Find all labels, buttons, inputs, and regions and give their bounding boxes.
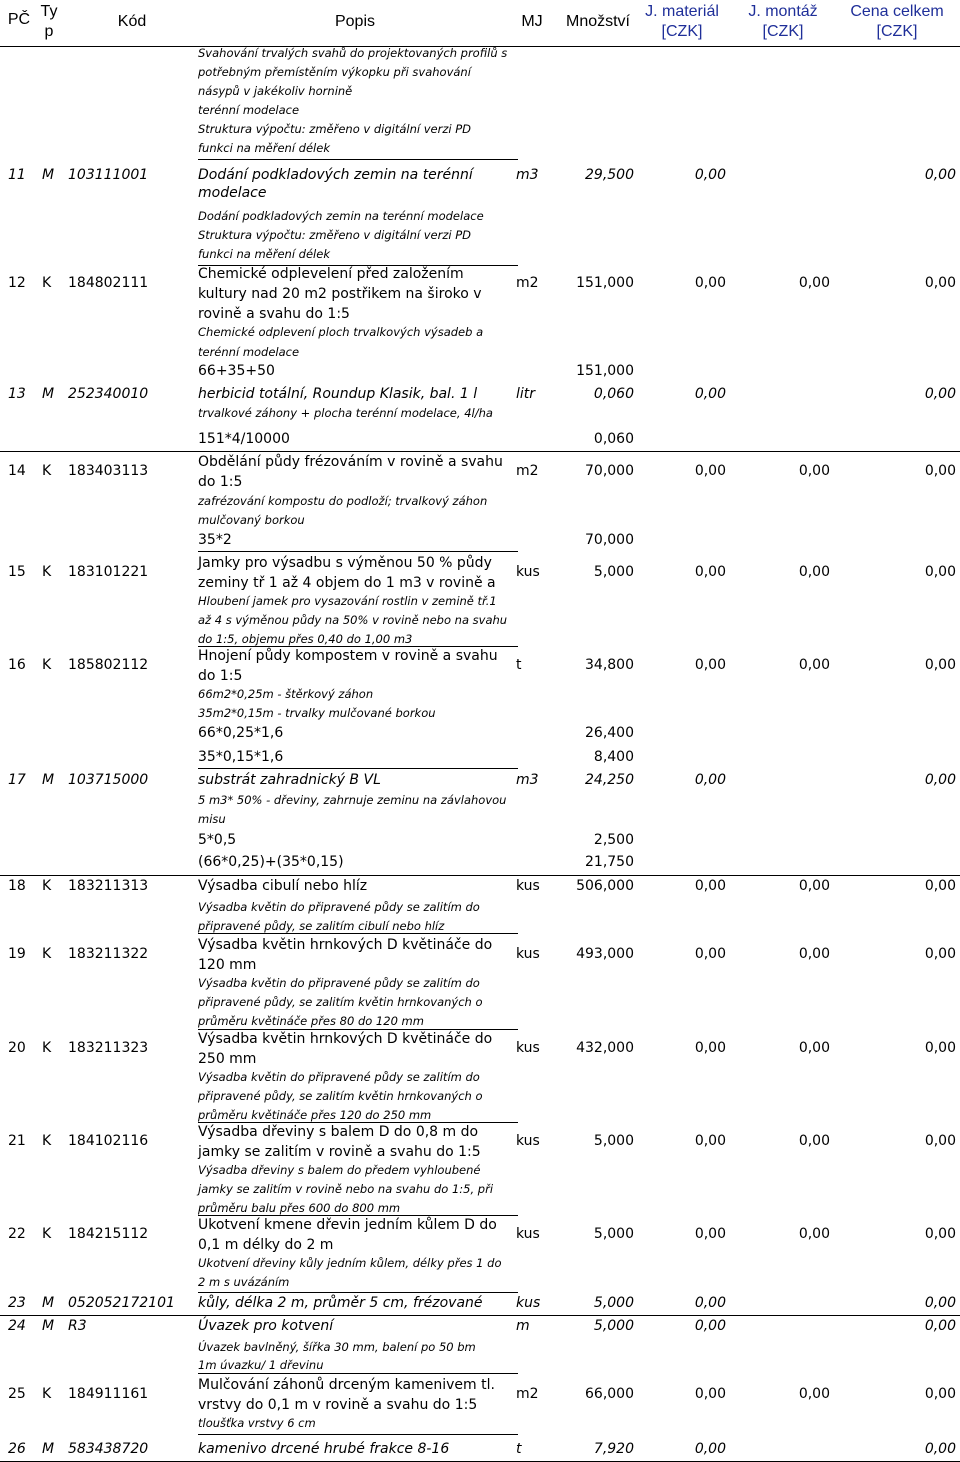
row-j-montaz: 0,00 bbox=[798, 1133, 830, 1149]
row-pc: 14 bbox=[8, 463, 26, 479]
row-mj: t bbox=[516, 657, 522, 673]
row-cena-celkem: 0,00 bbox=[924, 275, 956, 291]
row-note: terénní modelace bbox=[198, 345, 300, 359]
row-cena-celkem: 0,00 bbox=[924, 386, 956, 402]
row-typ: K bbox=[42, 657, 52, 673]
row-mnozstvi: 29,500 bbox=[585, 167, 634, 183]
row-separator bbox=[0, 1315, 960, 1316]
row-pc: 15 bbox=[8, 564, 26, 580]
header-mj: MJ bbox=[521, 13, 543, 30]
row-note: připravené půdy, se zalitím květin hrnkovaných o bbox=[198, 1089, 483, 1103]
calc-expression: 151*4/10000 bbox=[198, 431, 290, 447]
row-note: Výsadba květin do připravené půdy se zalitím do bbox=[198, 900, 480, 914]
row-cena-celkem: 0,00 bbox=[924, 1441, 956, 1457]
row-note: Struktura výpočtu: změřeno v digitální verzi PD bbox=[198, 228, 472, 242]
row-pc: 19 bbox=[8, 946, 26, 962]
calc-expression: 35*2 bbox=[198, 532, 232, 548]
calc-value: 21,750 bbox=[585, 854, 634, 870]
row-popis: Úvazek pro kotvení bbox=[198, 1318, 334, 1334]
row-mj: kus bbox=[516, 1226, 540, 1242]
row-note: 66m2*0,25m - štěrkový záhon bbox=[198, 687, 374, 701]
note-line: potřebným přemístěním výkopku při svahování bbox=[198, 65, 471, 79]
row-cena-celkem: 0,00 bbox=[924, 772, 956, 788]
calc-expression: (66*0,25)+(35*0,15) bbox=[198, 854, 344, 870]
row-note: do 1:5, objemu přes 0,40 do 1,00 m3 bbox=[198, 632, 413, 646]
row-j-montaz: 0,00 bbox=[798, 1226, 830, 1242]
header-typ: Ty p bbox=[40, 3, 58, 40]
row-popis: Dodání podkladových zemin na terénní modelace bbox=[198, 167, 473, 201]
row-note: průměru květináče přes 80 do 120 mm bbox=[198, 1014, 424, 1028]
row-note: Úvazek bavlněný, šířka 30 mm, balení po 50 bm bbox=[198, 1340, 476, 1354]
note-line: Struktura výpočtu: změřeno v digitální verzi PD bbox=[198, 122, 472, 136]
row-mj: m3 bbox=[516, 167, 539, 183]
row-mnozstvi: 0,060 bbox=[593, 386, 634, 402]
row-j-material: 0,00 bbox=[694, 275, 726, 291]
header-j-montaz: J. montáž [CZK] bbox=[748, 3, 818, 40]
row-j-montaz: 0,00 bbox=[798, 657, 830, 673]
note-line: násypů v jakékoliv hornině bbox=[198, 84, 353, 98]
row-j-montaz: 0,00 bbox=[798, 564, 830, 580]
row-cena-celkem: 0,00 bbox=[924, 1040, 956, 1056]
row-pc: 24 bbox=[8, 1318, 26, 1334]
row-note: Výsadba květin do připravené půdy se zalitím do bbox=[198, 1070, 480, 1084]
row-mnozstvi: 66,000 bbox=[585, 1386, 634, 1402]
row-popis: herbicid totální, Roundup Klasik, bal. 1 l bbox=[198, 386, 478, 402]
row-cena-celkem: 0,00 bbox=[924, 463, 956, 479]
row-popis: Obdělání půdy frézováním v rovině a svahu do 1:5 bbox=[198, 454, 503, 490]
row-kod: 252340010 bbox=[68, 386, 149, 402]
row-note: až 4 s výměnou půdy na 50% v rovině nebo na svahu bbox=[198, 613, 508, 627]
row-j-material: 0,00 bbox=[694, 1226, 726, 1242]
row-typ: K bbox=[42, 463, 52, 479]
row-mj: m bbox=[516, 1318, 530, 1334]
row-j-montaz: 0,00 bbox=[798, 1386, 830, 1402]
row-mj: kus bbox=[516, 878, 540, 894]
row-j-material: 0,00 bbox=[694, 1386, 726, 1402]
row-cena-celkem: 0,00 bbox=[924, 657, 956, 673]
row-popis: Výsadba květin hrnkových D květináče do 120 mm bbox=[198, 937, 493, 973]
note-line: funkci na měření délek bbox=[198, 141, 330, 155]
row-pc: 21 bbox=[8, 1133, 26, 1149]
row-j-material: 0,00 bbox=[694, 1040, 726, 1056]
row-j-material: 0,00 bbox=[694, 1295, 726, 1311]
row-cena-celkem: 0,00 bbox=[924, 1226, 956, 1242]
row-pc: 16 bbox=[8, 657, 26, 673]
row-popis: substrát zahradnický B VL bbox=[198, 772, 381, 788]
calc-expression: 66*0,25*1,6 bbox=[198, 725, 284, 741]
row-note: Výsadba květin do připravené půdy se zalitím do bbox=[198, 976, 480, 990]
row-mj: kus bbox=[516, 564, 540, 580]
row-popis: Výsadba květin hrnkových D květináče do 250 mm bbox=[198, 1031, 493, 1067]
row-note: funkci na měření délek bbox=[198, 247, 330, 261]
row-popis: Výsadba cibulí nebo hlíz bbox=[198, 878, 368, 894]
row-kod: 183101221 bbox=[68, 564, 149, 580]
row-pc: 23 bbox=[8, 1295, 26, 1311]
row-typ: K bbox=[42, 878, 52, 894]
row-typ: K bbox=[42, 1133, 52, 1149]
header-mnozstvi: Množství bbox=[565, 13, 630, 30]
row-mj: m2 bbox=[516, 463, 539, 479]
row-cena-celkem: 0,00 bbox=[924, 878, 956, 894]
note-line: Svahování trvalých svahů do projektovaných profilů s bbox=[198, 46, 508, 60]
row-separator bbox=[198, 1434, 518, 1435]
row-mj: m3 bbox=[516, 772, 539, 788]
row-cena-celkem: 0,00 bbox=[924, 946, 956, 962]
row-j-material: 0,00 bbox=[694, 564, 726, 580]
row-j-material: 0,00 bbox=[694, 657, 726, 673]
row-j-material: 0,00 bbox=[694, 1318, 726, 1334]
row-j-montaz: 0,00 bbox=[798, 946, 830, 962]
row-mnozstvi: 7,920 bbox=[593, 1441, 634, 1457]
row-typ: M bbox=[42, 1295, 55, 1311]
row-mnozstvi: 151,000 bbox=[576, 275, 634, 291]
row-j-montaz: 0,00 bbox=[798, 275, 830, 291]
row-note: připravené půdy, se zalitím cibulí nebo hlíz bbox=[198, 919, 445, 933]
row-kod: 183211322 bbox=[68, 946, 149, 962]
row-kod: 103111001 bbox=[68, 167, 149, 183]
row-cena-celkem: 0,00 bbox=[924, 1318, 956, 1334]
row-pc: 11 bbox=[8, 167, 26, 183]
row-kod: 184215112 bbox=[68, 1226, 149, 1242]
row-j-montaz: 0,00 bbox=[798, 463, 830, 479]
row-separator bbox=[198, 1292, 518, 1293]
row-pc: 13 bbox=[8, 386, 26, 402]
row-j-montaz: 0,00 bbox=[798, 878, 830, 894]
row-note: tloušťka vrstvy 6 cm bbox=[198, 1416, 316, 1430]
row-popis: Chemické odplevelení před založením kultury nad 20 m2 postřikem na široko v rovině a svahu do 1:5 bbox=[198, 266, 482, 322]
row-mj: kus bbox=[516, 946, 540, 962]
row-note: zafrézování kompostu do podloží; trvalkový záhon bbox=[198, 494, 488, 508]
row-note: Chemické odplevení ploch trvalkových výsadeb a bbox=[198, 325, 484, 339]
row-note: 35m2*0,15m - trvalky mulčované borkou bbox=[198, 706, 436, 720]
row-mj: kus bbox=[516, 1295, 541, 1311]
row-mnozstvi: 432,000 bbox=[576, 1040, 634, 1056]
row-kod: 583438720 bbox=[68, 1441, 149, 1457]
row-note: trvalkové záhony + plocha terénní modelace, 4l/ha bbox=[198, 406, 493, 420]
row-j-material: 0,00 bbox=[694, 167, 726, 183]
row-mnozstvi: 24,250 bbox=[585, 772, 634, 788]
row-j-material: 0,00 bbox=[694, 946, 726, 962]
row-mj: litr bbox=[516, 386, 536, 402]
row-kod: 052052172101 bbox=[68, 1295, 175, 1311]
row-pc: 22 bbox=[8, 1226, 26, 1242]
row-note: průměru balu přes 600 do 800 mm bbox=[198, 1201, 401, 1215]
row-kod: R3 bbox=[68, 1318, 87, 1334]
row-cena-celkem: 0,00 bbox=[924, 167, 956, 183]
row-typ: K bbox=[42, 946, 52, 962]
row-note: Výsadba dřeviny s balem do předem vyhloubené bbox=[198, 1163, 481, 1177]
row-typ: M bbox=[42, 1441, 55, 1457]
row-note: průměru květináče přes 120 do 250 mm bbox=[198, 1108, 432, 1122]
note-line: terénní modelace bbox=[198, 103, 300, 117]
row-mj: kus bbox=[516, 1040, 540, 1056]
row-note: 2 m s uvázáním bbox=[198, 1275, 290, 1289]
row-mj: m2 bbox=[516, 1386, 539, 1402]
row-mnozstvi: 34,800 bbox=[585, 657, 634, 673]
row-separator bbox=[198, 551, 518, 552]
row-cena-celkem: 0,00 bbox=[924, 564, 956, 580]
header-kod: Kód bbox=[117, 13, 147, 30]
row-popis: Výsadba dřeviny s balem D do 0,8 m do jamky se zalitím v rovině a svahu do 1:5 bbox=[198, 1124, 481, 1160]
row-mnozstvi: 506,000 bbox=[576, 878, 634, 894]
row-note: misu bbox=[198, 812, 226, 826]
row-separator bbox=[198, 1373, 518, 1374]
calc-value: 151,000 bbox=[576, 363, 634, 379]
row-j-montaz: 0,00 bbox=[798, 1040, 830, 1056]
row-typ: K bbox=[42, 1226, 52, 1242]
row-kod: 185802112 bbox=[68, 657, 149, 673]
row-kod: 183403113 bbox=[68, 463, 149, 479]
row-mnozstvi: 70,000 bbox=[585, 463, 634, 479]
row-note: připravené půdy, se zalitím květin hrnkovaných o bbox=[198, 995, 483, 1009]
row-j-material: 0,00 bbox=[694, 463, 726, 479]
row-popis: Mulčování záhonů drceným kamenivem tl. vrstvy do 0,1 m v rovině a svahu do 1:5 bbox=[198, 1377, 495, 1413]
row-pc: 25 bbox=[8, 1386, 26, 1402]
row-kod: 184802111 bbox=[68, 275, 149, 291]
row-pc: 17 bbox=[8, 772, 26, 788]
row-typ: K bbox=[42, 564, 52, 580]
row-mnozstvi: 5,000 bbox=[593, 1226, 634, 1242]
row-mj: t bbox=[516, 1441, 522, 1457]
row-popis: kamenivo drcené hrubé frakce 8-16 bbox=[198, 1441, 450, 1457]
row-separator bbox=[198, 933, 518, 934]
row-cena-celkem: 0,00 bbox=[924, 1295, 956, 1311]
row-popis: Ukotvení kmene dřevin jedním kůlem D do 0,1 m délky do 2 m bbox=[198, 1217, 497, 1253]
calc-expression: 66+35+50 bbox=[198, 363, 275, 379]
row-typ: M bbox=[42, 772, 55, 788]
row-mj: m2 bbox=[516, 275, 539, 291]
row-typ: K bbox=[42, 275, 52, 291]
row-note: Hloubení jamek pro vysazování rostlin v zemině tř.1 bbox=[198, 594, 497, 608]
row-cena-celkem: 0,00 bbox=[924, 1386, 956, 1402]
table-header bbox=[0, 0, 960, 47]
row-kod: 184911161 bbox=[68, 1386, 149, 1402]
row-mnozstvi: 5,000 bbox=[593, 564, 634, 580]
row-separator bbox=[0, 875, 960, 876]
row-j-material: 0,00 bbox=[694, 772, 726, 788]
row-pc: 20 bbox=[8, 1040, 26, 1056]
row-kod: 183211313 bbox=[68, 878, 149, 894]
row-typ: K bbox=[42, 1040, 52, 1056]
calc-expression: 5*0,5 bbox=[198, 832, 237, 848]
row-j-material: 0,00 bbox=[694, 1133, 726, 1149]
row-note: Ukotvení dřeviny kůly jedním kůlem, délky přes 1 do bbox=[198, 1256, 502, 1270]
header-j-material: J. materiál [CZK] bbox=[645, 3, 719, 40]
row-cena-celkem: 0,00 bbox=[924, 1133, 956, 1149]
calc-value: 26,400 bbox=[585, 725, 634, 741]
calc-value: 70,000 bbox=[585, 532, 634, 548]
row-note: 5 m3* 50% - dřeviny, zahrnuje zeminu na závlahovou bbox=[198, 793, 507, 807]
row-mnozstvi: 5,000 bbox=[593, 1318, 634, 1334]
row-mnozstvi: 493,000 bbox=[576, 946, 634, 962]
row-kod: 103715000 bbox=[68, 772, 149, 788]
header-pc: PČ bbox=[7, 11, 31, 28]
divider bbox=[198, 159, 518, 160]
calc-expression: 35*0,15*1,6 bbox=[198, 749, 284, 765]
row-separator bbox=[198, 768, 518, 769]
row-typ: K bbox=[42, 1386, 52, 1402]
row-mnozstvi: 5,000 bbox=[593, 1295, 634, 1311]
row-kod: 183211323 bbox=[68, 1040, 149, 1056]
row-note: Dodání podkladových zemin na terénní modelace bbox=[198, 209, 484, 223]
row-note: jamky se zalitím v rovině nebo na svahu do 1:5, při bbox=[198, 1182, 494, 1196]
row-mnozstvi: 5,000 bbox=[593, 1133, 634, 1149]
row-typ: M bbox=[42, 1318, 55, 1334]
row-j-material: 0,00 bbox=[694, 386, 726, 402]
row-pc: 18 bbox=[8, 878, 26, 894]
row-note: mulčovaný borkou bbox=[198, 513, 305, 527]
row-pc: 12 bbox=[8, 275, 26, 291]
row-j-material: 0,00 bbox=[694, 1441, 726, 1457]
row-popis: Hnojení půdy kompostem v rovině a svahu do 1:5 bbox=[198, 648, 498, 684]
calc-value: 2,500 bbox=[593, 832, 634, 848]
row-typ: M bbox=[42, 167, 55, 183]
row-popis: kůly, délka 2 m, průměr 5 cm, frézované bbox=[198, 1295, 483, 1311]
header-cena-celkem: Cena celkem [CZK] bbox=[850, 3, 944, 40]
row-mj: kus bbox=[516, 1133, 540, 1149]
row-popis: Jamky pro výsadbu s výměnou 50 % půdy zeminy tř 1 až 4 objem do 1 m3 v rovině a bbox=[198, 555, 496, 591]
row-typ: M bbox=[42, 386, 55, 402]
row-kod: 184102116 bbox=[68, 1133, 149, 1149]
row-note: 1m úvazku/ 1 dřevinu bbox=[198, 1358, 324, 1372]
calc-value: 8,400 bbox=[593, 749, 634, 765]
row-j-material: 0,00 bbox=[694, 878, 726, 894]
calc-value: 0,060 bbox=[593, 431, 634, 447]
header-popis: Popis bbox=[334, 13, 376, 30]
row-pc: 26 bbox=[8, 1441, 26, 1457]
